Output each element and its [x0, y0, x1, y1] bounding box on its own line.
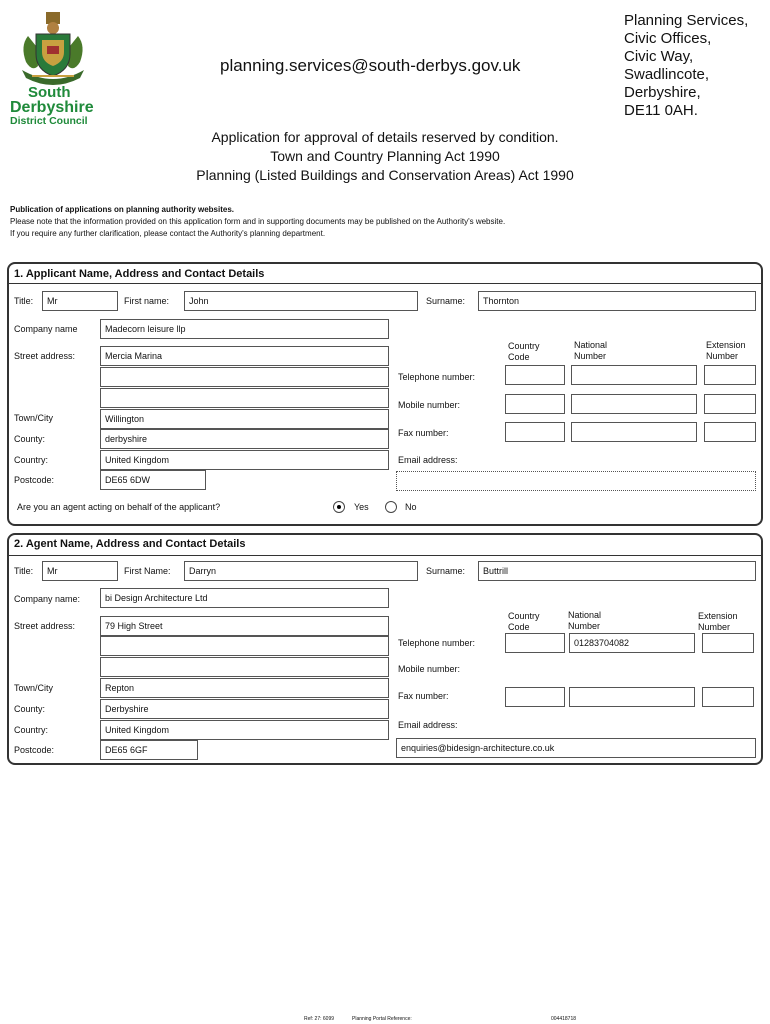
applicant-town-field[interactable]: Willington [100, 409, 389, 429]
applicant-street-field-2[interactable] [100, 367, 389, 387]
header-line: Number [574, 351, 607, 361]
agent-national-number-header [568, 610, 601, 632]
applicant-mobile-extension[interactable] [704, 394, 756, 414]
applicant-country-label: Country: [14, 455, 49, 465]
header-line: National [574, 340, 608, 350]
agent-no-label: No [405, 502, 417, 512]
agent-county-field[interactable]: Derbyshire [100, 699, 389, 719]
applicant-county-field[interactable]: derbyshire [100, 429, 389, 449]
header-email: planning.services@south-derbys.gov.uk [220, 56, 521, 75]
publication-heading: Publication of applications on planning authority websites. [10, 205, 235, 214]
applicant-telephone-extension[interactable] [704, 365, 756, 385]
agent-country-label: Country: [14, 725, 49, 735]
agent-fax-country-code[interactable] [505, 687, 565, 707]
footer-portal-label: Planning Portal Reference: [352, 1016, 412, 1022]
agent-yes-radio[interactable] [333, 501, 345, 513]
agent-title-field[interactable]: Mr [42, 561, 118, 581]
agent-fax-national[interactable] [569, 687, 695, 707]
agent-surname-field[interactable]: Buttrill [478, 561, 756, 581]
agent-mobile-label: Mobile number: [398, 664, 461, 674]
agent-fax-extension[interactable] [702, 687, 754, 707]
applicant-heading-divider [8, 283, 762, 284]
applicant-fax-national[interactable] [571, 422, 697, 442]
applicant-street-label: Street address: [14, 351, 76, 361]
footer-ref: Ref: 27: 6099 [304, 1016, 335, 1022]
agent-fax-label: Fax number: [398, 691, 449, 701]
agent-first-name-label: First Name: [124, 566, 171, 576]
form-title-line1: Application for approval of details reserved by condition. [211, 129, 559, 145]
applicant-town-label: Town/City [14, 413, 54, 423]
agent-county-label: County: [14, 704, 46, 714]
agent-town-field[interactable]: Repton [100, 678, 389, 698]
address-line: Civic Offices, [624, 30, 712, 47]
agent-title-label: Title: [14, 566, 34, 576]
applicant-first-name-field[interactable]: John [184, 291, 418, 311]
header-line: Code [508, 622, 530, 632]
applicant-mobile-national[interactable] [571, 394, 697, 414]
agent-town-label: Town/City [14, 683, 54, 693]
form-title-line3: Planning (Listed Buildings and Conservation Areas) Act 1990 [196, 167, 574, 183]
applicant-national-number-header [574, 340, 607, 362]
applicant-mobile-country-code[interactable] [505, 394, 565, 414]
applicant-email-field[interactable] [396, 471, 756, 491]
agent-telephone-extension[interactable] [702, 633, 754, 653]
header-line: Code [508, 352, 530, 362]
applicant-fax-country-code[interactable] [505, 422, 565, 442]
address-line: Civic Way, [624, 48, 694, 65]
header-line: National [568, 610, 602, 620]
agent-extension-header [698, 611, 738, 633]
applicant-telephone-country-code[interactable] [505, 365, 565, 385]
agent-heading-divider [8, 555, 762, 556]
applicant-country-code-header [508, 341, 540, 363]
applicant-surname-label: Surname: [426, 296, 466, 306]
header-line: Extension [698, 611, 738, 621]
agent-surname-label: Surname: [426, 566, 466, 576]
applicant-first-name-label: First name: [124, 296, 170, 306]
applicant-telephone-label: Telephone number: [398, 372, 476, 382]
council-crest [14, 6, 92, 86]
applicant-extension-header [706, 340, 746, 362]
agent-street-field-3[interactable] [100, 657, 389, 677]
form-title [0, 128, 770, 185]
agent-company-field[interactable]: bi Design Architecture Ltd [100, 588, 389, 608]
agent-email-label: Email address: [398, 720, 458, 730]
applicant-mobile-label: Mobile number: [398, 400, 461, 410]
applicant-street-field-1[interactable]: Mercia Marina [100, 346, 389, 366]
agent-question: Are you an agent acting on behalf of the applicant? [17, 502, 221, 512]
applicant-country-field[interactable]: United Kingdom [100, 450, 389, 470]
applicant-company-field[interactable]: Madecorn leisure llp [100, 319, 389, 339]
publication-note: Please note that the information provided on this application form and in supporting documents may be published on the Authority's website. [10, 217, 506, 226]
agent-postcode-field[interactable]: DE65 6GF [100, 740, 198, 760]
applicant-fax-extension[interactable] [704, 422, 756, 442]
applicant-street-field-3[interactable] [100, 388, 389, 408]
agent-telephone-national[interactable]: 01283704082 [569, 633, 695, 653]
agent-no-radio[interactable] [385, 501, 397, 513]
agent-company-label: Company name: [14, 594, 81, 604]
agent-country-code-header [508, 611, 540, 633]
header-line: Extension [706, 340, 746, 350]
agent-postcode-label: Postcode: [14, 745, 55, 755]
applicant-fax-label: Fax number: [398, 428, 449, 438]
applicant-heading: 1. Applicant Name, Address and Contact Details [14, 268, 265, 280]
logo-line-district-council: District Council [10, 115, 88, 127]
header-line: Number [698, 622, 731, 632]
applicant-surname-field[interactable]: Thornton [478, 291, 756, 311]
agent-first-name-field[interactable]: Darryn [184, 561, 418, 581]
applicant-postcode-field[interactable]: DE65 6DW [100, 470, 206, 490]
footer-portal-ref: 004418718 [551, 1016, 577, 1022]
agent-telephone-label: Telephone number: [398, 638, 476, 648]
address-line: Swadlincote, [624, 66, 710, 83]
applicant-email-label: Email address: [398, 455, 458, 465]
applicant-county-label: County: [14, 434, 46, 444]
agent-email-field[interactable]: enquiries@bidesign-architecture.co.uk [396, 738, 756, 758]
header-line: Number [706, 351, 739, 361]
header-line: Number [568, 621, 601, 631]
agent-heading: 2. Agent Name, Address and Contact Details [14, 538, 246, 550]
address-line: Derbyshire, [624, 84, 701, 101]
applicant-company-label: Company name [14, 324, 78, 334]
header-address [624, 12, 748, 120]
applicant-title-label: Title: [14, 296, 34, 306]
agent-telephone-country-code[interactable] [505, 633, 565, 653]
address-line: Planning Services, [624, 12, 749, 29]
logo-line-derbyshire: Derbyshire [10, 99, 94, 116]
agent-street-field-2[interactable] [100, 636, 389, 656]
logo-line-south: South [28, 84, 71, 101]
applicant-telephone-national[interactable] [571, 365, 697, 385]
agent-street-field-1[interactable]: 79 High Street [100, 616, 389, 636]
applicant-postcode-label: Postcode: [14, 475, 55, 485]
applicant-title-field[interactable]: Mr [42, 291, 118, 311]
publication-clarification: If you require any further clarification, please contact the Authority's planning department. [10, 229, 326, 238]
form-title-line2: Town and Country Planning Act 1990 [270, 148, 500, 164]
agent-street-label: Street address: [14, 621, 76, 631]
agent-yes-label: Yes [354, 502, 369, 512]
header-line: Country [508, 341, 540, 351]
agent-country-field[interactable]: United Kingdom [100, 720, 389, 740]
address-line: DE11 0AH. [624, 102, 698, 119]
header-line: Country [508, 611, 540, 621]
